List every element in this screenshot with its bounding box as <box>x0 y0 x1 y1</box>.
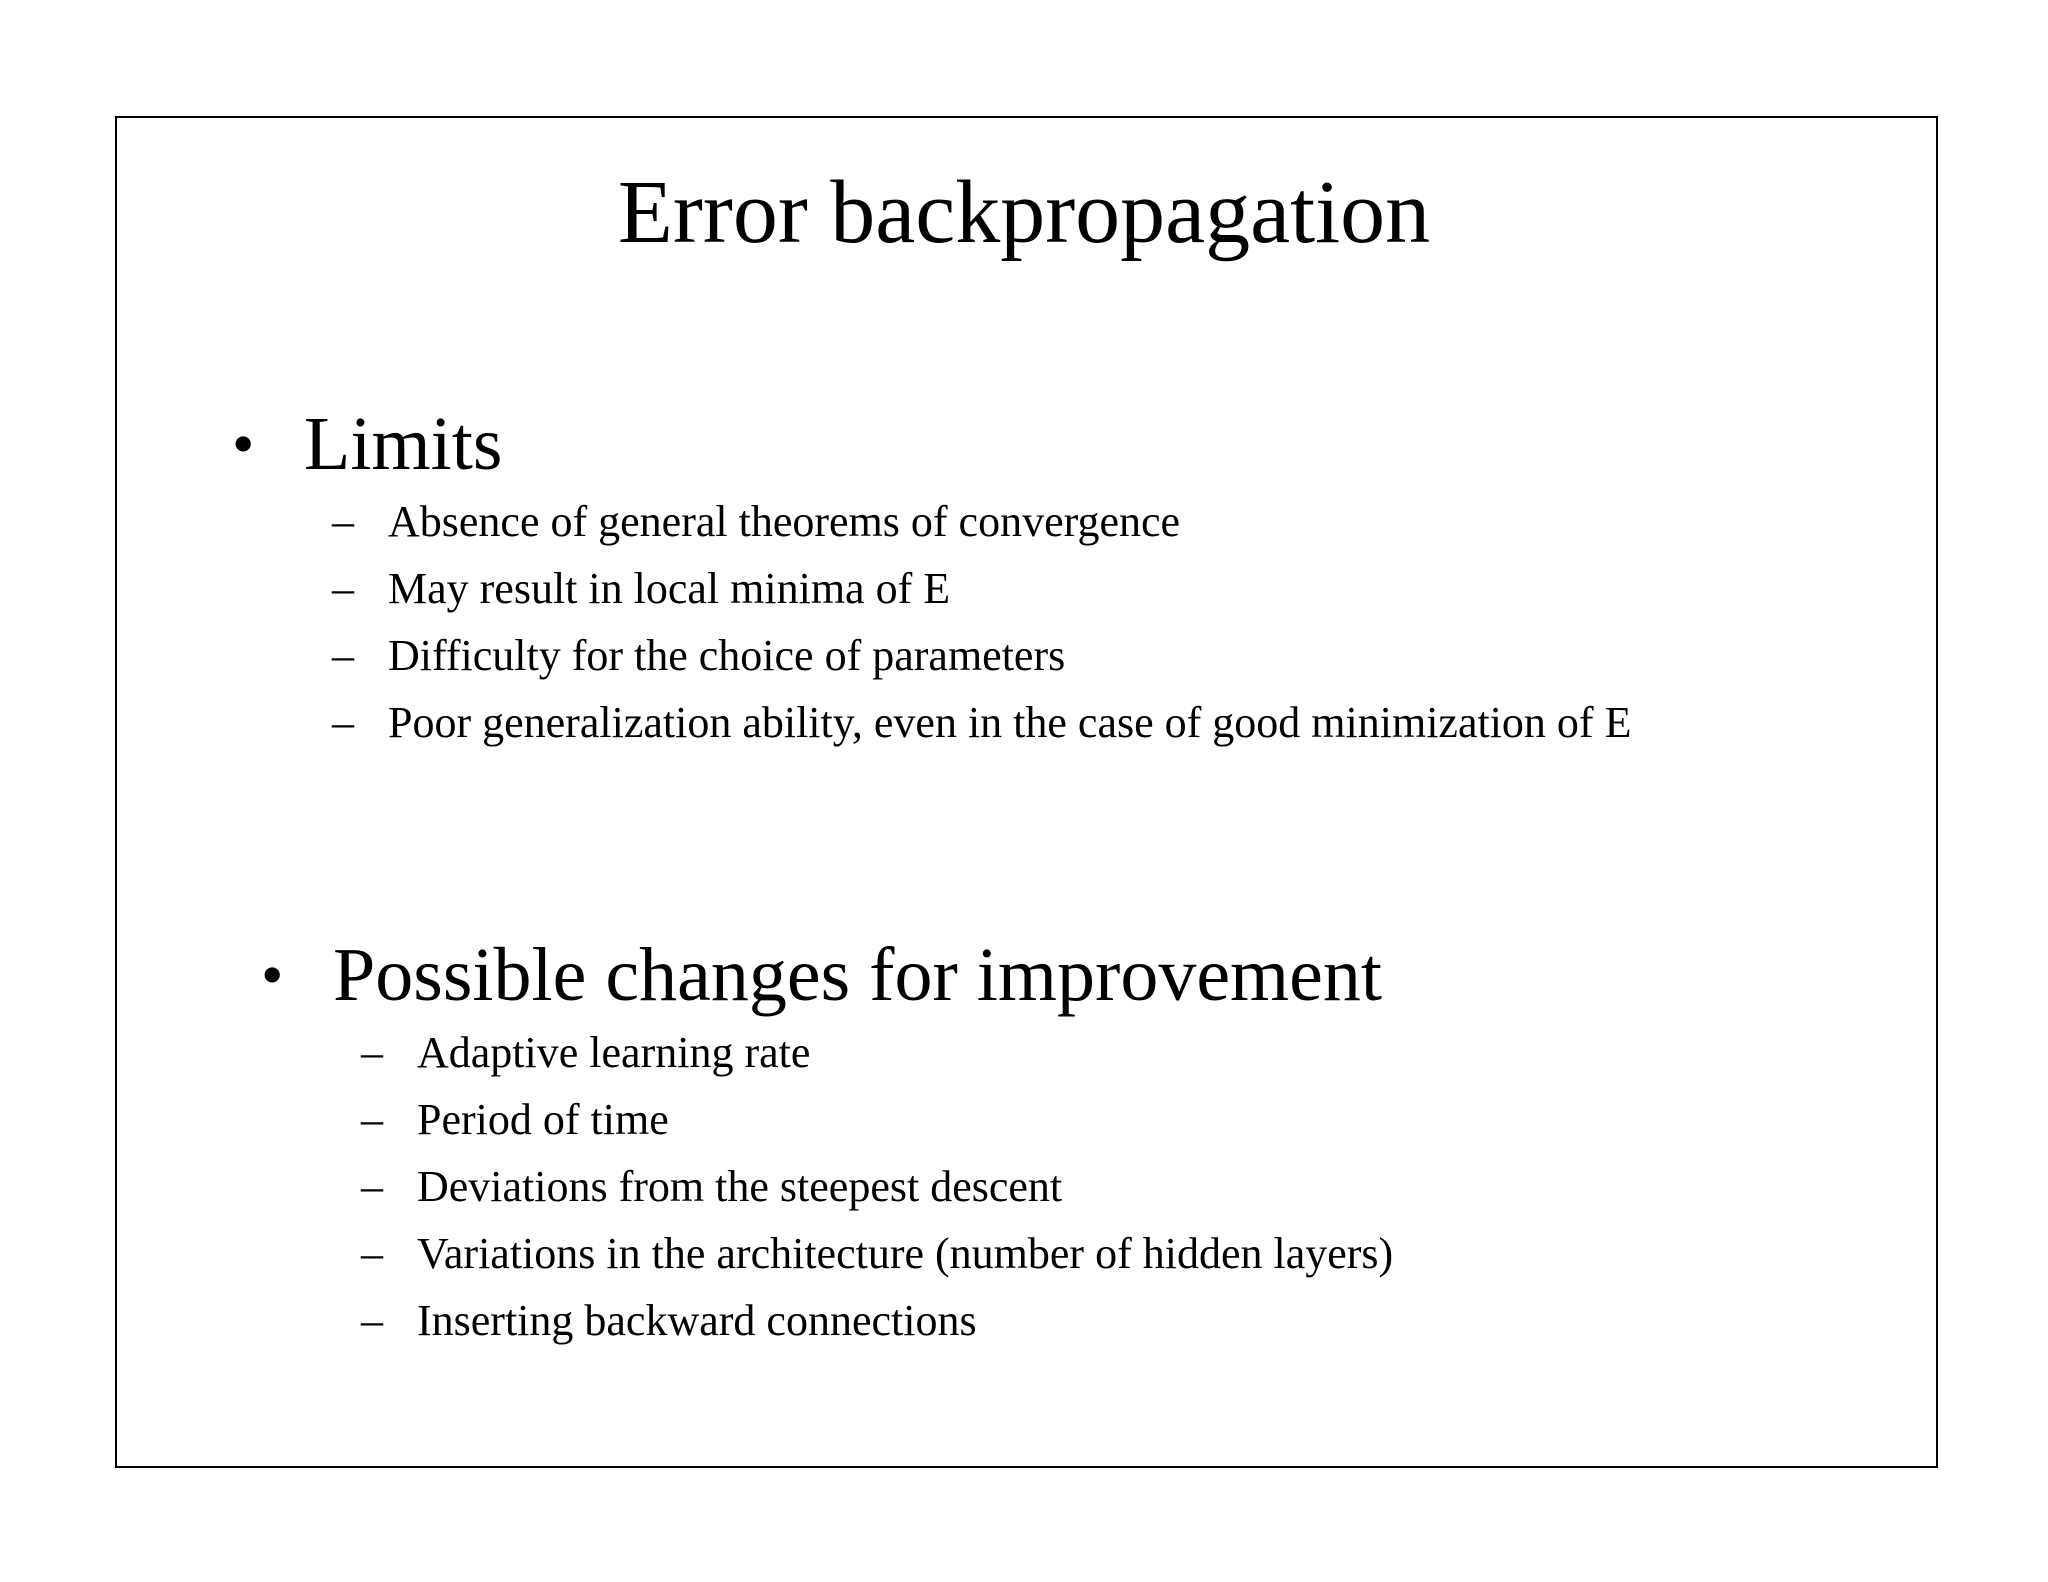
list-item-text: Variations in the architecture (number of hidden layers) <box>417 1228 1394 1278</box>
sub-list <box>332 488 1631 756</box>
list-item-text: Poor generalization ability, even in the case of good minimization of E <box>388 697 1632 747</box>
section-limits <box>232 404 1631 756</box>
dash-icon: – <box>361 1295 383 1345</box>
dash-icon: – <box>332 630 354 680</box>
list-item-text: Deviations from the steepest descent <box>417 1161 1063 1211</box>
list-item <box>361 1086 1393 1153</box>
dash-icon: – <box>332 697 354 747</box>
slide-title: Error backpropagation <box>617 163 1431 262</box>
section-heading: Possible changes for improvement <box>333 933 1383 1017</box>
dash-icon: – <box>361 1094 383 1144</box>
list-item <box>332 622 1631 689</box>
list-item <box>332 689 1631 756</box>
bullet-heading-row <box>261 935 1393 1015</box>
dash-icon: – <box>361 1161 383 1211</box>
list-item-text: Adaptive learning rate <box>417 1027 811 1077</box>
list-item-text: Difficulty for the choice of parameters <box>388 630 1066 680</box>
sub-list <box>361 1019 1393 1354</box>
list-item-text: May result in local minima of E <box>388 563 951 613</box>
list-item-text: Absence of general theorems of convergence <box>388 496 1181 546</box>
bullet-heading-row <box>232 404 1631 484</box>
section-heading: Limits <box>304 402 503 486</box>
list-item <box>332 488 1631 555</box>
list-item <box>361 1220 1393 1287</box>
dash-icon: – <box>332 563 354 613</box>
list-item <box>361 1019 1393 1086</box>
dash-icon: – <box>332 496 354 546</box>
list-item-text: Inserting backward connections <box>417 1295 977 1345</box>
bullet-icon: • <box>232 408 255 479</box>
dash-icon: – <box>361 1027 383 1077</box>
dash-icon: – <box>361 1228 383 1278</box>
list-item-text: Period of time <box>417 1094 669 1144</box>
list-item <box>332 555 1631 622</box>
bullet-icon: • <box>261 939 284 1010</box>
section-improvements <box>261 935 1393 1354</box>
list-item <box>361 1153 1393 1220</box>
list-item <box>361 1287 1393 1354</box>
